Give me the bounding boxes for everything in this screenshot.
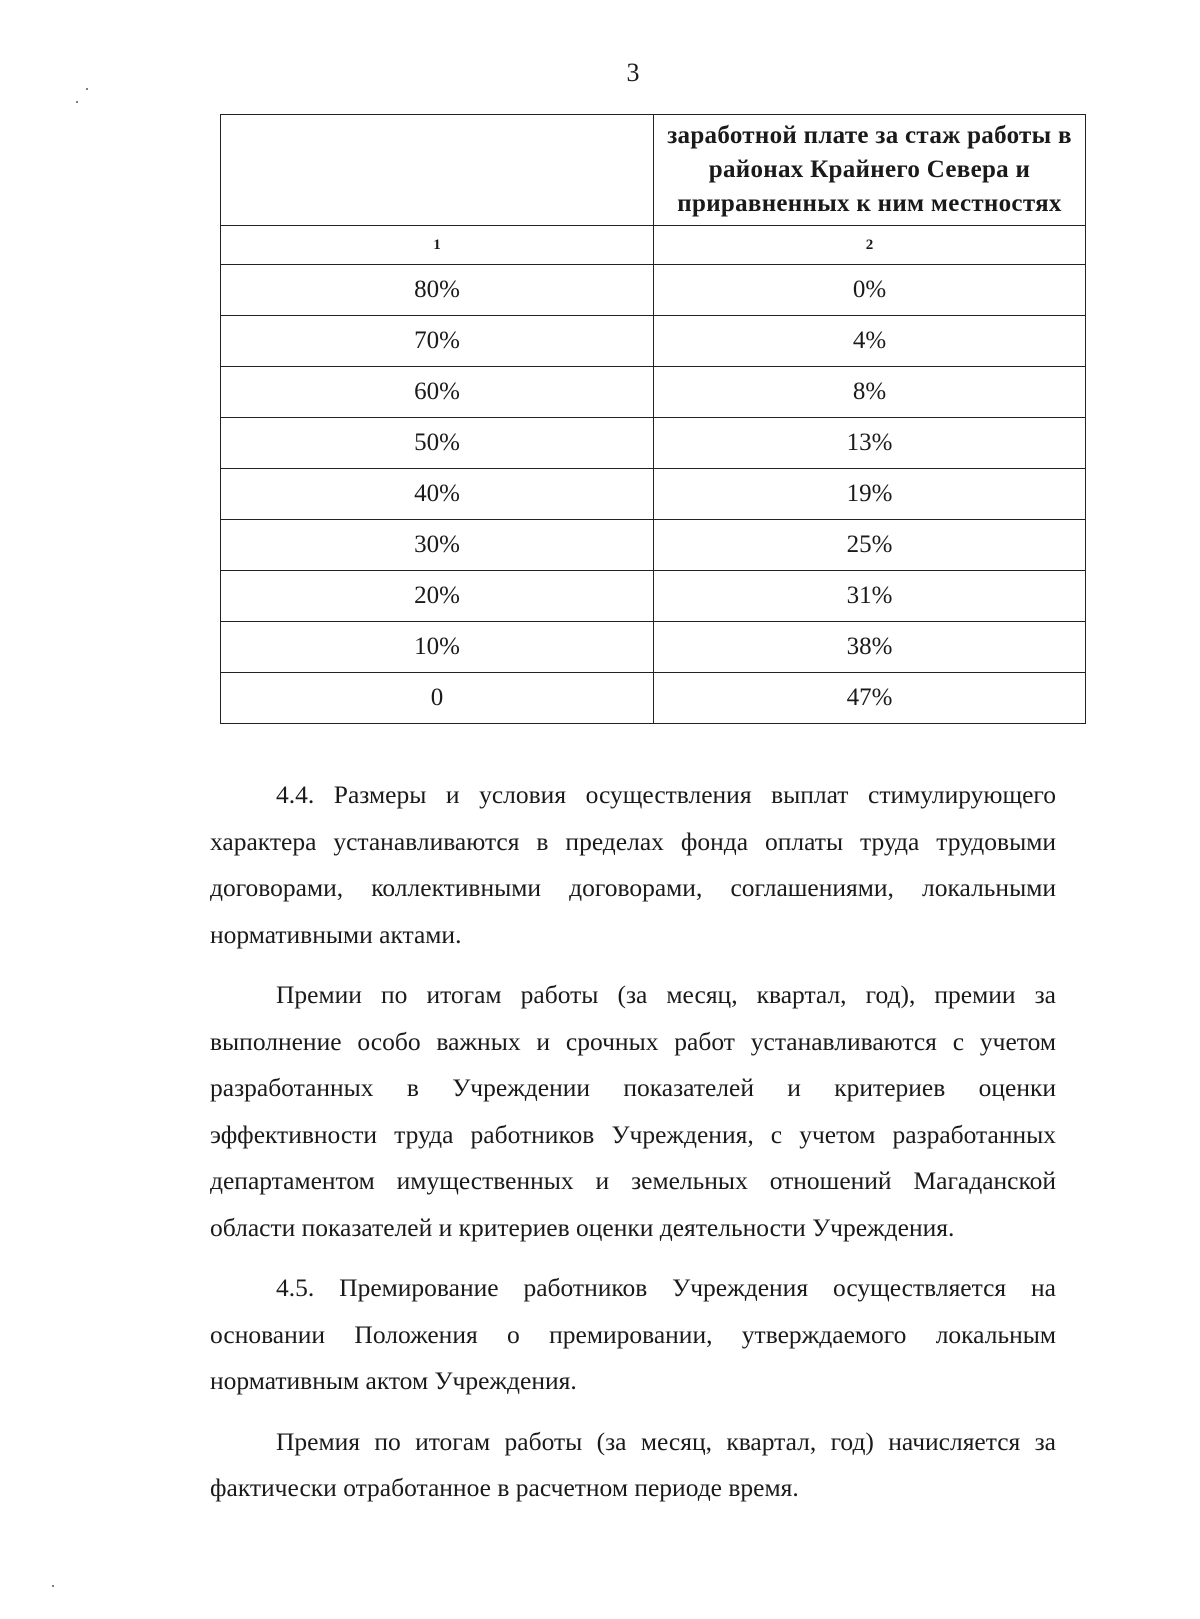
scan-speck <box>52 1585 54 1587</box>
column-number-1: 1 <box>221 226 654 265</box>
surcharge-table <box>220 114 1086 724</box>
paragraph-bonus-accrual: Премия по итогам работы (за месяц, квартал, год) начисляется за фактически отработанное в расчетном периоде время. <box>210 1426 1056 1502</box>
table-cell-col1: 50% <box>221 418 654 469</box>
table-cell-col1: 20% <box>221 571 654 622</box>
header-cell-1 <box>221 115 654 226</box>
table-cell-col2: 19% <box>654 469 1086 520</box>
table-cell-col2: 4% <box>654 316 1086 367</box>
scan-speck <box>86 88 88 90</box>
table-cell-col1: 70% <box>221 316 654 367</box>
table-row <box>221 520 1086 571</box>
column-number-2: 2 <box>654 226 1086 265</box>
table-cell-col2: 8% <box>654 367 1086 418</box>
table-row <box>221 316 1086 367</box>
table-cell-col1: 30% <box>221 520 654 571</box>
table-cell-col2: 38% <box>654 622 1086 673</box>
table-cell-col1: 60% <box>221 367 654 418</box>
table-cell-col2: 25% <box>654 520 1086 571</box>
column-number-row <box>221 226 1086 265</box>
table-header-row <box>221 115 1086 226</box>
body-text <box>210 772 1056 1526</box>
scan-speck <box>76 101 78 103</box>
table-row <box>221 673 1086 724</box>
table-row <box>221 571 1086 622</box>
table-cell-col2: 0% <box>654 265 1086 316</box>
paragraph-4-5: 4.5. Премирование работников Учреждения осуществляется на основании Положения о премировании, утверждаемого локальным нормативным актом Учреждения. <box>210 1273 1056 1395</box>
table-row <box>221 469 1086 520</box>
table-row <box>221 367 1086 418</box>
table-cell-col2: 31% <box>654 571 1086 622</box>
header-cell-2: заработной плате за стаж работы в районах Крайнего Севера и приравненных к ним местностях <box>654 115 1086 226</box>
table-row <box>221 265 1086 316</box>
table-cell-col1: 10% <box>221 622 654 673</box>
table-row <box>221 418 1086 469</box>
page-number: 3 <box>626 58 640 87</box>
table-cell-col1: 40% <box>221 469 654 520</box>
table-cell-col2: 47% <box>654 673 1086 724</box>
table-cell-col1: 80% <box>221 265 654 316</box>
table-cell-col1: 0 <box>221 673 654 724</box>
paragraph-bonuses: Премии по итогам работы (за месяц, квартал, год), премии за выполнение особо важных и срочных работ устанавливаются с учетом разработанных в Учреждении показателей и критериев оценки эффективности труда работников Учреждения, с учетом разработанных департаментом имущественных и земельных отношений Магаданской области показателей и критериев оценки деятельности Учреждения. <box>210 980 1056 1242</box>
paragraph-4-4: 4.4. Размеры и условия осуществления выплат стимулирующего характера устанавливаются в пределах фонда оплаты труда трудовыми договорами, коллективными договорами, соглашениями, локальными нормативными актами. <box>210 780 1056 949</box>
table-cell-col2: 13% <box>654 418 1086 469</box>
table-row <box>221 622 1086 673</box>
